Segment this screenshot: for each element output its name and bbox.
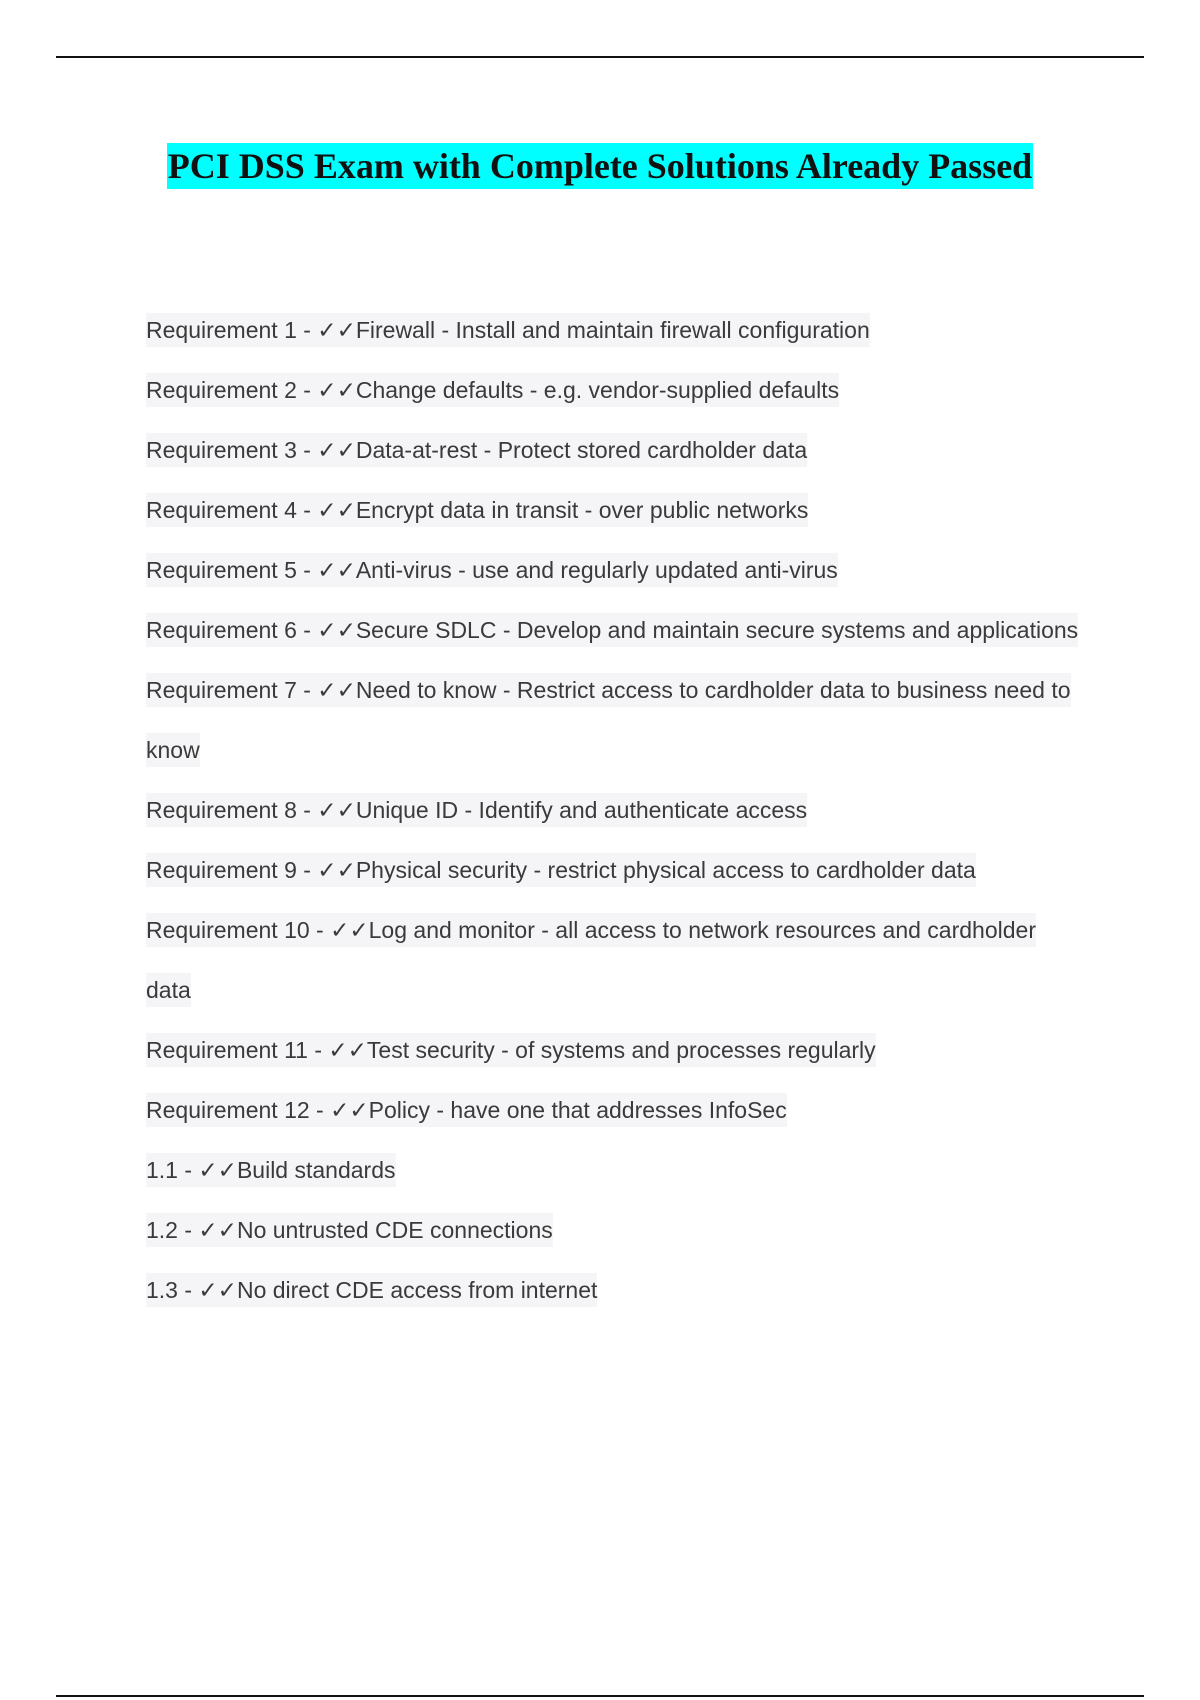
list-item-text: Requirement 11 - ✓✓Test security - of systems and processes regularly <box>146 1033 876 1067</box>
list-item-text: Requirement 5 - ✓✓Anti-virus - use and regularly updated anti-virus <box>146 553 838 587</box>
list-item-text: Requirement 3 - ✓✓Data-at-rest - Protect stored cardholder data <box>146 433 807 467</box>
list-item <box>146 420 1086 480</box>
list-item <box>146 660 1086 780</box>
list-item-text: 1.2 - ✓✓No untrusted CDE connections <box>146 1213 553 1247</box>
bottom-rule <box>56 1695 1144 1697</box>
list-item <box>146 480 1086 540</box>
title-container <box>0 143 1200 189</box>
list-item-text: Requirement 8 - ✓✓Unique ID - Identify and authenticate access <box>146 793 807 827</box>
list-item <box>146 840 1086 900</box>
list-item <box>146 780 1086 840</box>
list-item <box>146 1020 1086 1080</box>
list-item <box>146 1140 1086 1200</box>
list-item <box>146 1260 1086 1320</box>
list-item-text: 1.3 - ✓✓No direct CDE access from internet <box>146 1273 597 1307</box>
qa-list <box>146 300 1086 1320</box>
list-item <box>146 1200 1086 1260</box>
list-item-text: Requirement 6 - ✓✓Secure SDLC - Develop and maintain secure systems and applications <box>146 613 1078 647</box>
list-item-text: 1.1 - ✓✓Build standards <box>146 1153 396 1187</box>
list-item-text: Requirement 2 - ✓✓Change defaults - e.g. vendor-supplied defaults <box>146 373 839 407</box>
list-item <box>146 360 1086 420</box>
document-title: PCI DSS Exam with Complete Solutions Already Passed <box>167 143 1033 189</box>
top-rule <box>56 56 1144 58</box>
list-item <box>146 600 1086 660</box>
list-item-text: Requirement 7 - ✓✓Need to know - Restrict access to cardholder data to business need to know <box>146 673 1071 767</box>
list-item-text: Requirement 10 - ✓✓Log and monitor - all access to network resources and cardholder data <box>146 913 1036 1007</box>
list-item-text: Requirement 4 - ✓✓Encrypt data in transit - over public networks <box>146 493 808 527</box>
list-item <box>146 900 1086 1020</box>
list-item-text: Requirement 12 - ✓✓Policy - have one that addresses InfoSec <box>146 1093 787 1127</box>
list-item-text: Requirement 1 - ✓✓Firewall - Install and maintain firewall configuration <box>146 313 870 347</box>
list-item <box>146 1080 1086 1140</box>
list-item-text: Requirement 9 - ✓✓Physical security - restrict physical access to cardholder data <box>146 853 976 887</box>
list-item <box>146 300 1086 360</box>
list-item <box>146 540 1086 600</box>
